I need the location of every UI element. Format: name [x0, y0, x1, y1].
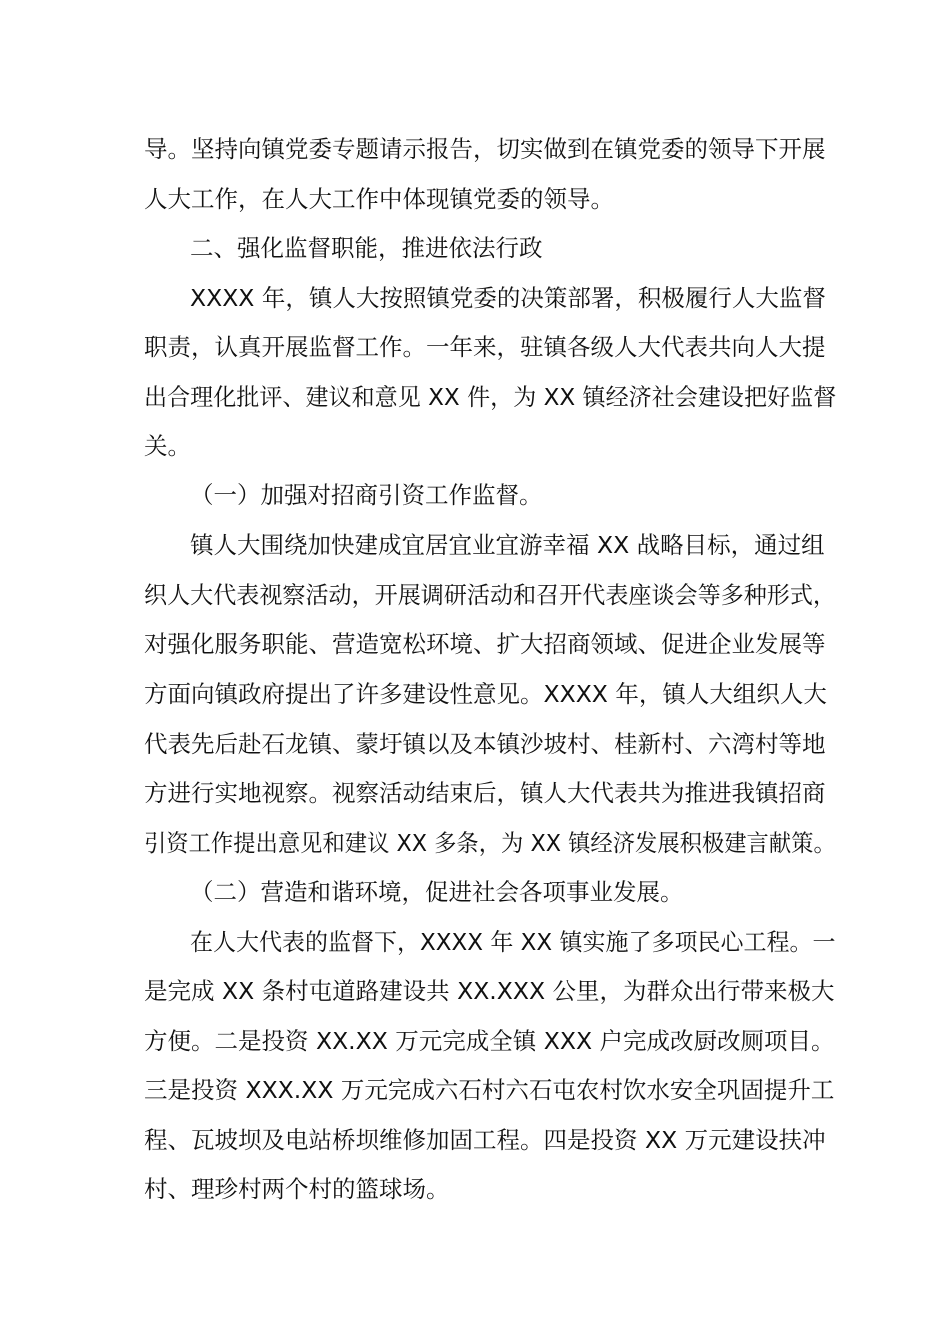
subsection-heading: （一）加强对招商引资工作监督。	[190, 481, 543, 509]
text-line: 职责，认真开展监督工作。一年来，驻镇各级人大代表共向人大提	[144, 333, 826, 361]
text-line: 方面向镇政府提出了许多建设性意见。XXXX 年，镇人大组织人大	[144, 680, 827, 708]
text-line: 三是投资 XXX.XX 万元完成六石村六石屯农村饮水安全巩固提升工	[144, 1076, 835, 1104]
text-line: 出合理化批评、建议和意见 XX 件，为 XX 镇经济社会建设把好监督	[144, 383, 837, 411]
text-line: 代表先后赴石龙镇、蒙圩镇以及本镇沙坡村、桂新村、六湾村等地	[144, 730, 826, 758]
text-line: 在人大代表的监督下，XXXX 年 XX 镇实施了多项民心工程。一	[190, 928, 836, 956]
text-line: 村、理珍村两个村的篮球场。	[144, 1175, 450, 1203]
text-line: 引资工作提出意见和建议 XX 多条，为 XX 镇经济发展积极建言献策。	[144, 829, 836, 857]
text-line: 程、瓦坡坝及电站桥坝维修加固工程。四是投资 XX 万元建设扶冲	[144, 1126, 826, 1154]
text-line: 对强化服务职能、营造宽松环境、扩大招商领域、促进企业发展等	[144, 630, 826, 658]
text-line: 织人大代表视察活动，开展调研活动和召开代表座谈会等多种形式，	[144, 581, 836, 609]
text-line: 是完成 XX 条村屯道路建设共 XX.XXX 公里，为群众出行带来极大	[144, 977, 835, 1005]
subsection-heading: （二）营造和谐环境，促进社会各项事业发展。	[190, 878, 684, 906]
text-line: 人大工作，在人大工作中体现镇党委的领导。	[144, 185, 614, 213]
text-line: 镇人大围绕加快建成宜居宜业宜游幸福 XX 战略目标，通过组	[190, 531, 825, 559]
section-heading: 二、强化监督职能，推进依法行政	[190, 234, 543, 262]
text-line: 方进行实地视察。视察活动结束后，镇人大代表共为推进我镇招商	[144, 779, 826, 807]
text-line: XXXX 年，镇人大按照镇党委的决策部署，积极履行人大监督	[190, 284, 826, 312]
text-line: 关。	[144, 432, 191, 460]
text-line: 导。坚持向镇党委专题请示报告，切实做到在镇党委的领导下开展	[144, 135, 826, 163]
text-line: 方便。二是投资 XX.XX 万元完成全镇 XXX 户完成改厨改厕项目。	[144, 1027, 835, 1055]
